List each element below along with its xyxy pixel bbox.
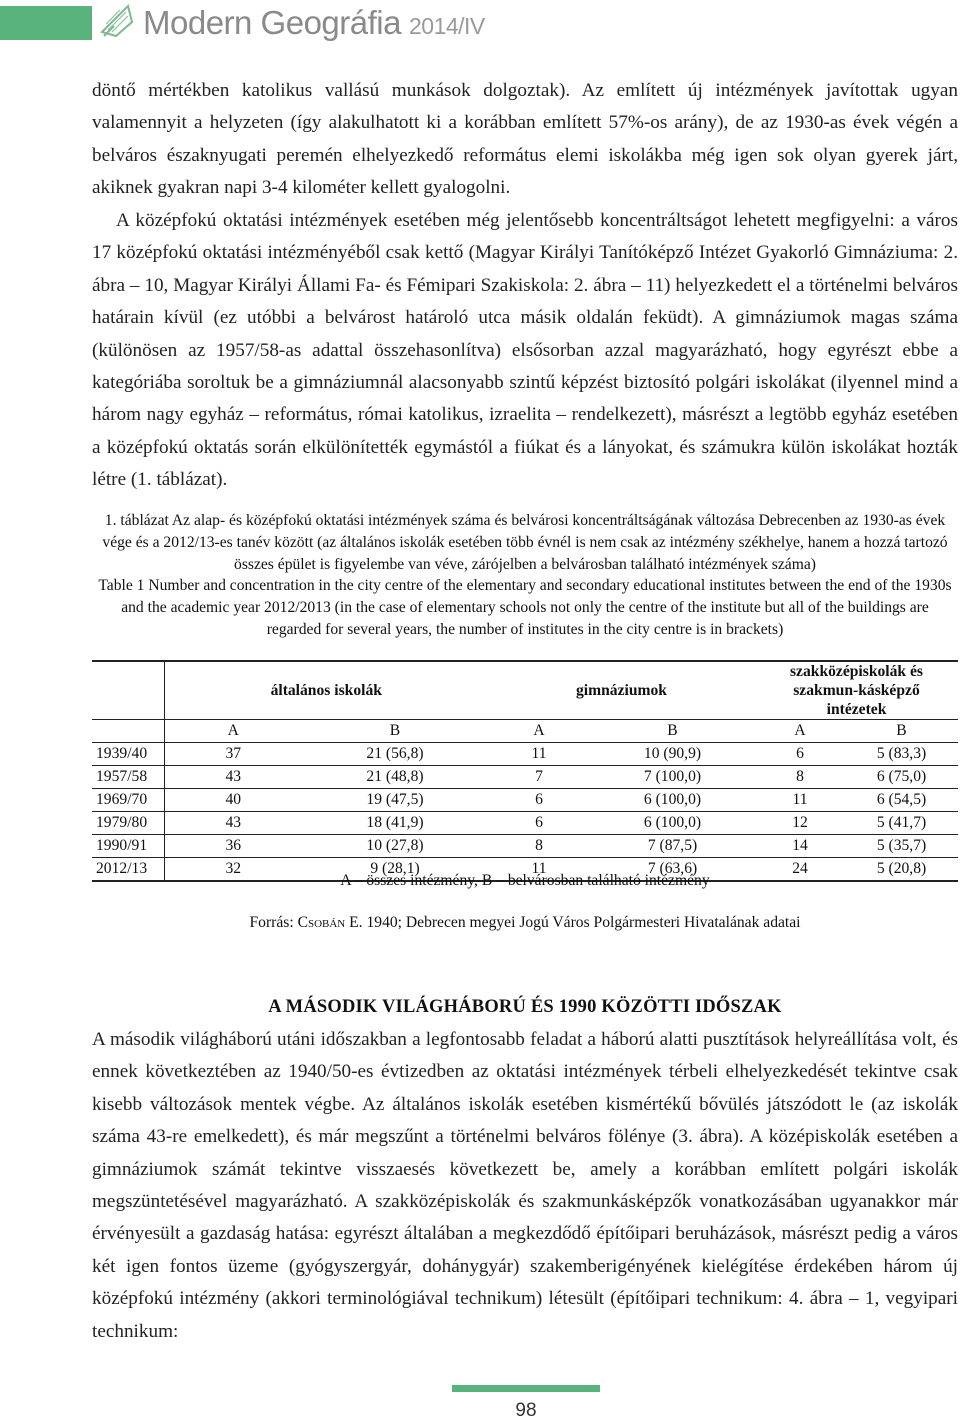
cell: 6 (54,5) [845, 789, 958, 812]
cell: 32 [164, 858, 302, 882]
group-header-elementary: általános iskolák [164, 661, 488, 720]
table-row [92, 812, 958, 835]
table-row [92, 789, 958, 812]
cell: 36 [164, 835, 302, 858]
cell: 12 [755, 812, 845, 835]
cell: 21 (48,8) [302, 766, 488, 789]
table-corner-cell [92, 661, 164, 720]
subheader-b: B [590, 720, 755, 743]
subheader-a: A [164, 720, 302, 743]
subheader-b: B [845, 720, 958, 743]
section-heading: A MÁSODIK VILÁGHÁBORÚ ÉS 1990 KÖZÖTTI IDŐSZAK [268, 997, 782, 1017]
table-row [92, 766, 958, 789]
cell: 7 (63,6) [590, 858, 755, 882]
table-legend: A – összes intézmény, B – belvárosban található intézmény [340, 872, 710, 889]
cell-year: 1957/58 [92, 766, 164, 789]
cell: 8 [488, 835, 590, 858]
cell: 8 [755, 766, 845, 789]
journal-name: Modern Geográfia [143, 4, 401, 41]
body-paragraph-2: A középfokú oktatási intézmények esetében még jelentősebb koncentráltságot lehetett megfigyelni: a város 17 középfokú oktatási intézményéből csak kettő (Magyar Királyi Tanítóképző Intézet Gyakorló Gimnáziuma: 2. ábra – 10, Magyar Királyi Állami Fa- és Fémipari Szakiskola: 2. ábra – 11) helyezkedett el a történelmi belváros határain kívül (ez utóbbi a belvárost határoló utca másik oldalán feküdt). A gimnáziumok magas száma (különösen az 1957/58-as adattal összehasonlítva) elsősorban azzal magyarázható, hogy egyrészt ebbe a kategóriába soroltuk be a gimnáziumnál alacsonyabb szintű képzést biztosító polgári iskolákat (ilyennel mind a három nagy egyház – református, római katolikus, izraelita – rendelkezett), másrészt a legtöbb egyház esetében a középfokú oktatás során elkülönítették egymástól a fiúkat és a lányokat, és számukra külön iskolákat hozták létre (1. táblázat). [92, 210, 958, 491]
source-author: Csobán [297, 914, 346, 931]
cell: 40 [164, 789, 302, 812]
page-header [0, 0, 960, 52]
cell: 6 [488, 812, 590, 835]
table-source [92, 914, 958, 932]
cell: 6 (75,0) [845, 766, 958, 789]
cell-year: 2012/13 [92, 858, 164, 882]
cell: 43 [164, 766, 302, 789]
subheader-empty [92, 720, 164, 743]
table-subheader-row [92, 720, 958, 743]
cell: 6 (100,0) [590, 789, 755, 812]
table-row [92, 743, 958, 766]
body-paragraph-3: A második világháború utáni időszakban a legfontosabb feladat a háború alatti pusztítások helyreállítása volt, és ennek következtében az 1940/50-es évtizedben az oktatási intézmények térbeli elhelyezkedését tekintve csak kisebb változások mentek végbe. Az általános iskolák esetében kismértékű bővülés játszódott le (az iskolák száma 43-re emelkedett), és már megszűnt a történelmi belváros fölénye (3. ábra). A középiskolák esetében a gimnáziumok számát tekintve visszaesés következett be, amely a korábban említett polgári iskolák megszüntetésével magyarázható. A szakközépiskolák és szakmunkásképzők vonatkozásában ugyanakkor már érvényesült a gazdaság hatása: egyrészt általában a megkezdődő építőipari beruházások, másrészt pedig a város két igen fontos üzeme (gyógyszergyár, dohánygyár) szakemberigényének kielégítése érdekében három új középfokú intézmény (akkori terminológiával technikum) létesült (építőipari technikum: 4. ábra – 1, vegyipari technikum: [92, 1029, 958, 1342]
cell: 10 (27,8) [302, 835, 488, 858]
leaf-logo-icon [98, 2, 136, 40]
cell: 6 (100,0) [590, 812, 755, 835]
cell: 19 (47,5) [302, 789, 488, 812]
cell: 14 [755, 835, 845, 858]
cell: 7 (100,0) [590, 766, 755, 789]
cell-year: 1990/91 [92, 835, 164, 858]
journal-title [143, 4, 485, 42]
table-caption [92, 510, 958, 641]
cell-year: 1939/40 [92, 743, 164, 766]
header-accent-bar [0, 6, 92, 40]
cell: 6 [755, 743, 845, 766]
table-caption-english: Table 1 Number and concentration in the city centre of the elementary and secondary educational institutes between the end of the 1930s and the academic year 2012/2013 (in the case of elementary schools not only the centre of the institute but all of the buildings are regarded for several years, the number of institutes in the city centre is in brackets) [98, 577, 952, 638]
subheader-b: B [302, 720, 488, 743]
cell-year: 1979/80 [92, 812, 164, 835]
cell: 11 [488, 743, 590, 766]
cell: 11 [488, 858, 590, 882]
cell: 9 (28,1) [302, 858, 488, 882]
table-caption-hungarian: 1. táblázat Az alap- és középfokú oktatási intézmények száma és belvárosi koncentráltságának változása Debrecenben az 1930-as évek vége és a 2012/13-es tanév között (az általános iskolák esetében több évnél is nem csak az intézmény székhelye, hanem a hozzá tartozó összes épület is figyelembe van véve, zárójelben a belvárosban található intézmények száma) [102, 512, 948, 573]
cell: 21 (56,8) [302, 743, 488, 766]
cell: 5 (35,7) [845, 835, 958, 858]
footer-accent-bar [452, 1385, 600, 1392]
cell: 18 (41,9) [302, 812, 488, 835]
cell: 5 (20,8) [845, 858, 958, 882]
cell: 24 [755, 858, 845, 882]
table-row [92, 835, 958, 858]
cell: 7 [488, 766, 590, 789]
cell: 37 [164, 743, 302, 766]
cell: 43 [164, 812, 302, 835]
page-number: 98 [515, 1400, 537, 1421]
cell: 11 [755, 789, 845, 812]
cell-year: 1969/70 [92, 789, 164, 812]
cell: 7 (87,5) [590, 835, 755, 858]
table-group-header-row [92, 661, 958, 720]
group-header-vocational: szakközépiskolák és szakmun-kásképző intézetek [755, 661, 958, 720]
data-table [92, 660, 958, 882]
cell: 10 (90,9) [590, 743, 755, 766]
cell: 5 (41,7) [845, 812, 958, 835]
subheader-a: A [755, 720, 845, 743]
source-rest: E. 1940; Debrecen megyei Jogú Város Polgármesteri Hivatalának adatai [345, 914, 801, 931]
body-paragraph-1: döntő mértékben katolikus vallású munkások dolgoztak). Az említett új intézmények javítottak ugyan valamennyit a helyzeten (így alakulhatott ki a korábban említett 57%-os arány), de az 1930-as évek végén a belváros északnyugati peremén elhelyezkedő református elemi iskolákba még igen sok olyan gyerek járt, akiknek gyakran napi 3-4 kilométer kellett gyalogolni. [92, 80, 958, 199]
group-header-grammar: gimnáziumok [488, 661, 755, 720]
journal-issue: 2014/IV [408, 13, 485, 39]
cell: 5 (83,3) [845, 743, 958, 766]
subheader-a: A [488, 720, 590, 743]
cell: 6 [488, 789, 590, 812]
source-prefix: Forrás: [249, 914, 298, 931]
